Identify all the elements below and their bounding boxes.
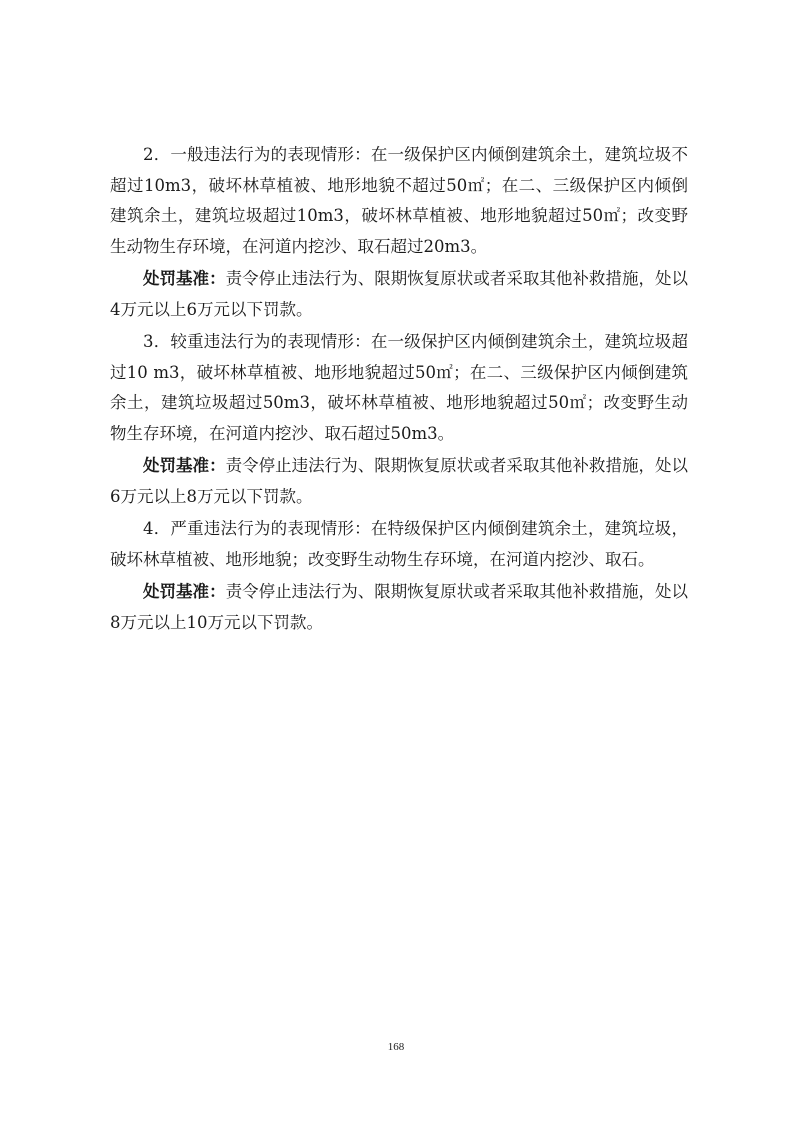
paragraph-lead: 处罚基准： bbox=[143, 269, 226, 288]
paragraph-text: 责令停止违法行为、限期恢复原状或者采取其他补救措施，处以4万元以上6万元以下罚款。 bbox=[110, 269, 688, 319]
paragraph-penalty-standard-general bbox=[110, 264, 688, 325]
paragraph-text: 责令停止违法行为、限期恢复原状或者采取其他补救措施，处以8万元以上10万元以下罚款。 bbox=[110, 582, 688, 632]
paragraph-serious-violation bbox=[110, 327, 688, 449]
paragraph-lead: 处罚基准： bbox=[143, 456, 226, 475]
paragraph-text: 责令停止违法行为、限期恢复原状或者采取其他补救措施，处以6万元以上8万元以下罚款。 bbox=[110, 456, 688, 506]
paragraph-penalty-standard-serious bbox=[110, 451, 688, 512]
paragraph-severe-violation bbox=[110, 514, 688, 575]
document-body bbox=[110, 140, 688, 640]
paragraph-text: 3．较重违法行为的表现情形：在一级保护区内倾倒建筑余土，建筑垃圾超过10 m3，破坏林草植被、地形地貌超过50㎡；在二、三级保护区内倾倒建筑余土，建筑垃圾超过50m3，破坏林草植被、地形地貌超过50㎡；改变野生动物生存环境，在河道内挖沙、取石超过50m3。 bbox=[110, 332, 688, 443]
paragraph-penalty-standard-severe bbox=[110, 577, 688, 638]
paragraph-lead: 处罚基准： bbox=[143, 582, 226, 601]
paragraph-text: 4．严重违法行为的表现情形：在特级保护区内倾倒建筑余土，建筑垃圾，破坏林草植被、地形地貌；改变野生动物生存环境，在河道内挖沙、取石。 bbox=[110, 519, 688, 569]
paragraph-general-violation bbox=[110, 140, 688, 262]
page-number: 168 bbox=[387, 1041, 405, 1053]
paragraph-text: 2．一般违法行为的表现情形：在一级保护区内倾倒建筑余土，建筑垃圾不超过10m3，破坏林草植被、地形地貌不超过50㎡；在二、三级保护区内倾倒建筑余土，建筑垃圾超过10m3，破坏林草植被、地形地貌超过50㎡；改变野生动物生存环境，在河道内挖沙、取石超过20m3。 bbox=[110, 145, 688, 256]
